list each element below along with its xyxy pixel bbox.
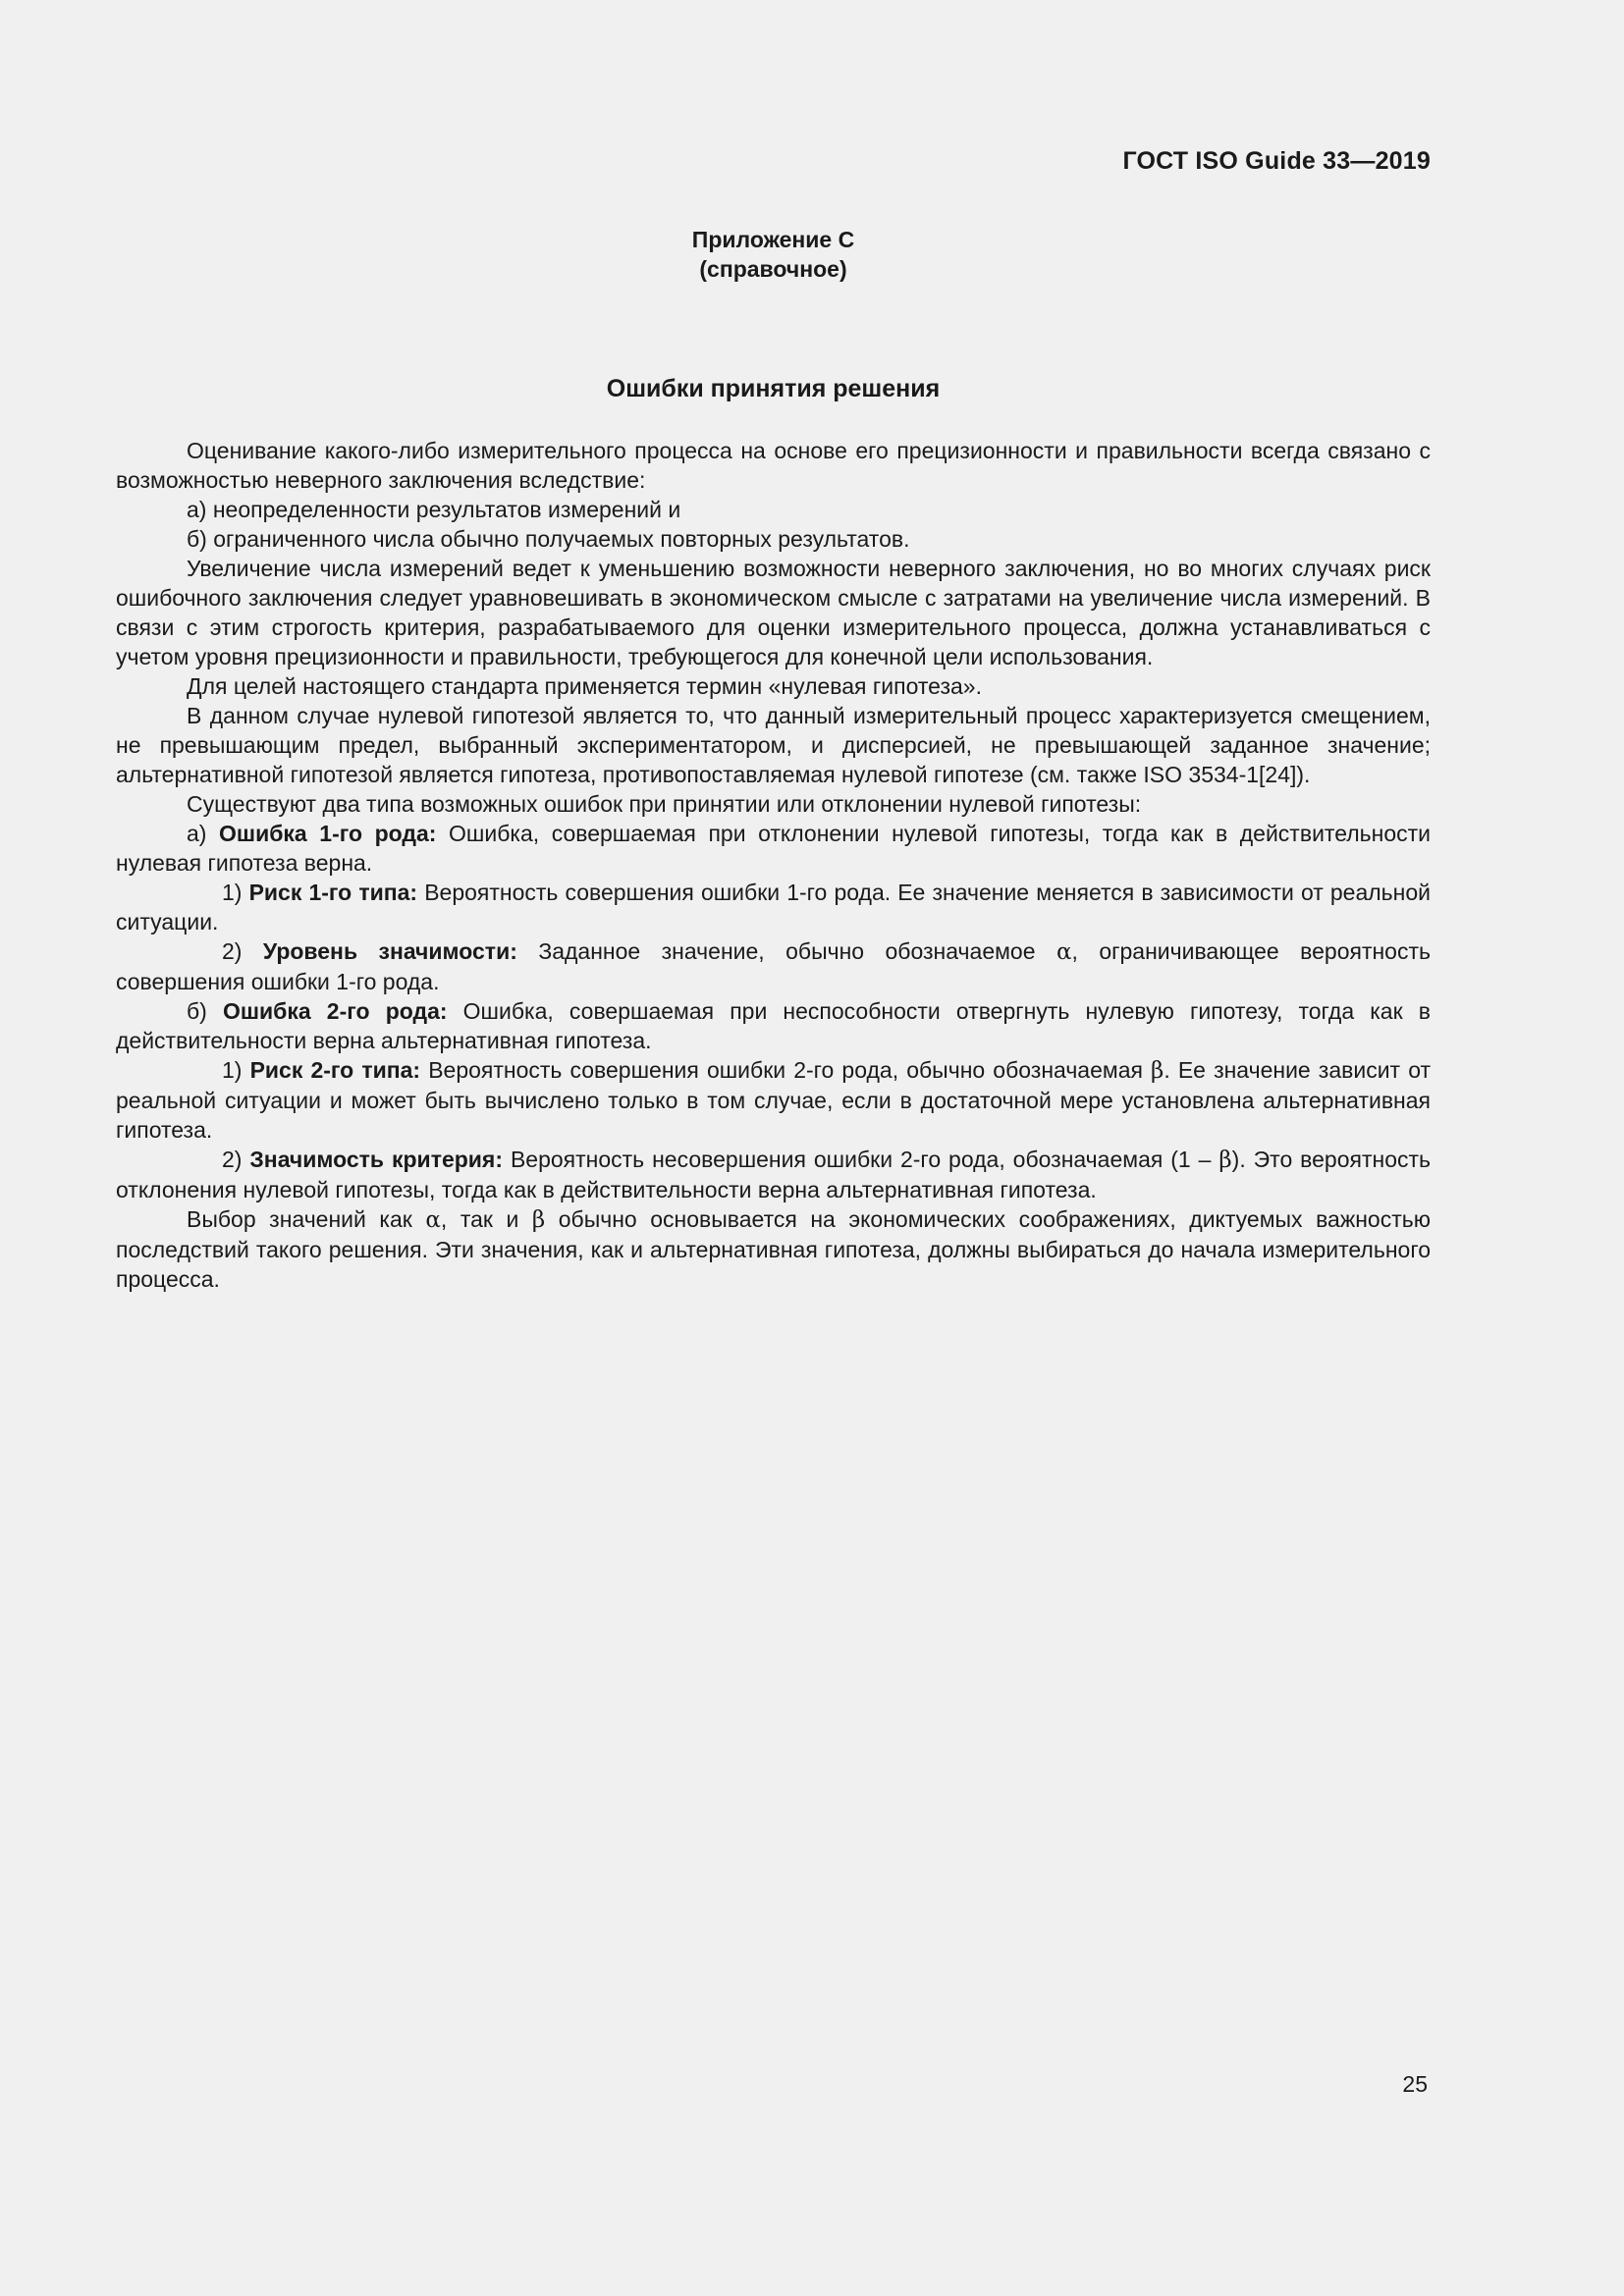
error-subitem: 1) Риск 1-го типа: Вероятность совершения ошибки 1-го рода. Ее значение меняется в зависимости от реальной ситуации. — [116, 880, 1432, 934]
document-body — [116, 436, 1431, 1294]
paragraph: Оценивание какого-либо измерительного процесса на основе его прецизионности и правильности всегда связано с возможностью неверного заключения вследствие: — [116, 438, 1431, 493]
term: Ошибка 1-го рода: — [219, 821, 437, 846]
paragraph: Выбор значений как α, так и β обычно основывается на экономических соображениях, диктуемых важностью последствий такого решения. Эти значения, как и альтернативная гипотеза, должны выбираться до начала измерительного процесса. — [116, 1206, 1431, 1292]
paragraph: Увеличение числа измерений ведет к уменьшению возможности неверного заключения, но во многих случаях риск ошибочного заключения следует уравновешивать в экономическом смысле с затратами на увеличение числа измерений. В связи с этим строгость критерия, разрабатываемого для оценки измерительного процесса, должна устанавливаться с учетом уровня прецизионности и правильности, требующегося для конечной цели использования. — [116, 556, 1431, 669]
term: Риск 2-го типа: — [249, 1057, 421, 1083]
standard-designation: ГОСТ ISO Guide 33—2019 — [1122, 147, 1431, 175]
list-item: б) ограниченного числа обычно получаемых повторных результатов. — [187, 526, 910, 552]
term: Уровень значимости: — [262, 938, 517, 964]
section-title: Ошибки принятия решения — [606, 375, 941, 402]
paragraph: Для целей настоящего стандарта применяется термин «нулевая гипотеза». — [187, 673, 982, 699]
error-type-item: а) Ошибка 1-го рода: Ошибка, совершаемая при отклонении нулевой гипотезы, тогда как в действительности нулевая гипотеза верна. — [116, 821, 1431, 876]
page-number: 25 — [1402, 2071, 1428, 2097]
paragraph: Существуют два типа возможных ошибок при принятии или отклонении нулевой гипотезы: — [187, 791, 1142, 817]
error-subitem: 2) Значимость критерия: Вероятность несовершения ошибки 2-го рода, обозначаемая (1 – β). Это вероятность отклонения нулевой гипотезы, тогда как в действительности верна альтернативная гипотеза. — [116, 1147, 1432, 1202]
annex-heading — [0, 225, 1546, 284]
list-item: а) неопределенности результатов измерений и — [187, 497, 681, 522]
term: Ошибка 2-го рода: — [222, 998, 448, 1024]
annex-title: Приложение С — [691, 227, 855, 252]
error-subitem: 2) Уровень значимости: Заданное значение, обычно обозначаемое α, ограничивающее вероятность совершения ошибки 1-го рода. — [116, 938, 1431, 994]
paragraph: В данном случае нулевой гипотезой является то, что данный измерительный процесс характеризуется смещением, не превышающим предел, выбранный экспериментатором, и дисперсией, не превышающей заданное значение; альтернативной гипотезой является гипотеза, противопоставляемая нулевой гипотезе (см. также ISO 3534-1[24]). — [116, 703, 1431, 787]
term: Значимость критерия: — [249, 1147, 504, 1172]
term: Риск 1-го типа: — [248, 880, 418, 905]
annex-status: (справочное) — [699, 256, 847, 282]
error-subitem: 1) Риск 2-го типа: Вероятность совершения ошибки 2-го рода, обычно обозначаемая β. Ее значение зависит от реальной ситуации и может быть вычислено только в том случае, если в достаточной мере установлена альтернативная гипотеза. — [116, 1057, 1432, 1143]
error-type-item: б) Ошибка 2-го рода: Ошибка, совершаемая при неспособности отвергнуть нулевую гипотезу, тогда как в действительности верна альтернативная гипотеза. — [116, 998, 1432, 1053]
